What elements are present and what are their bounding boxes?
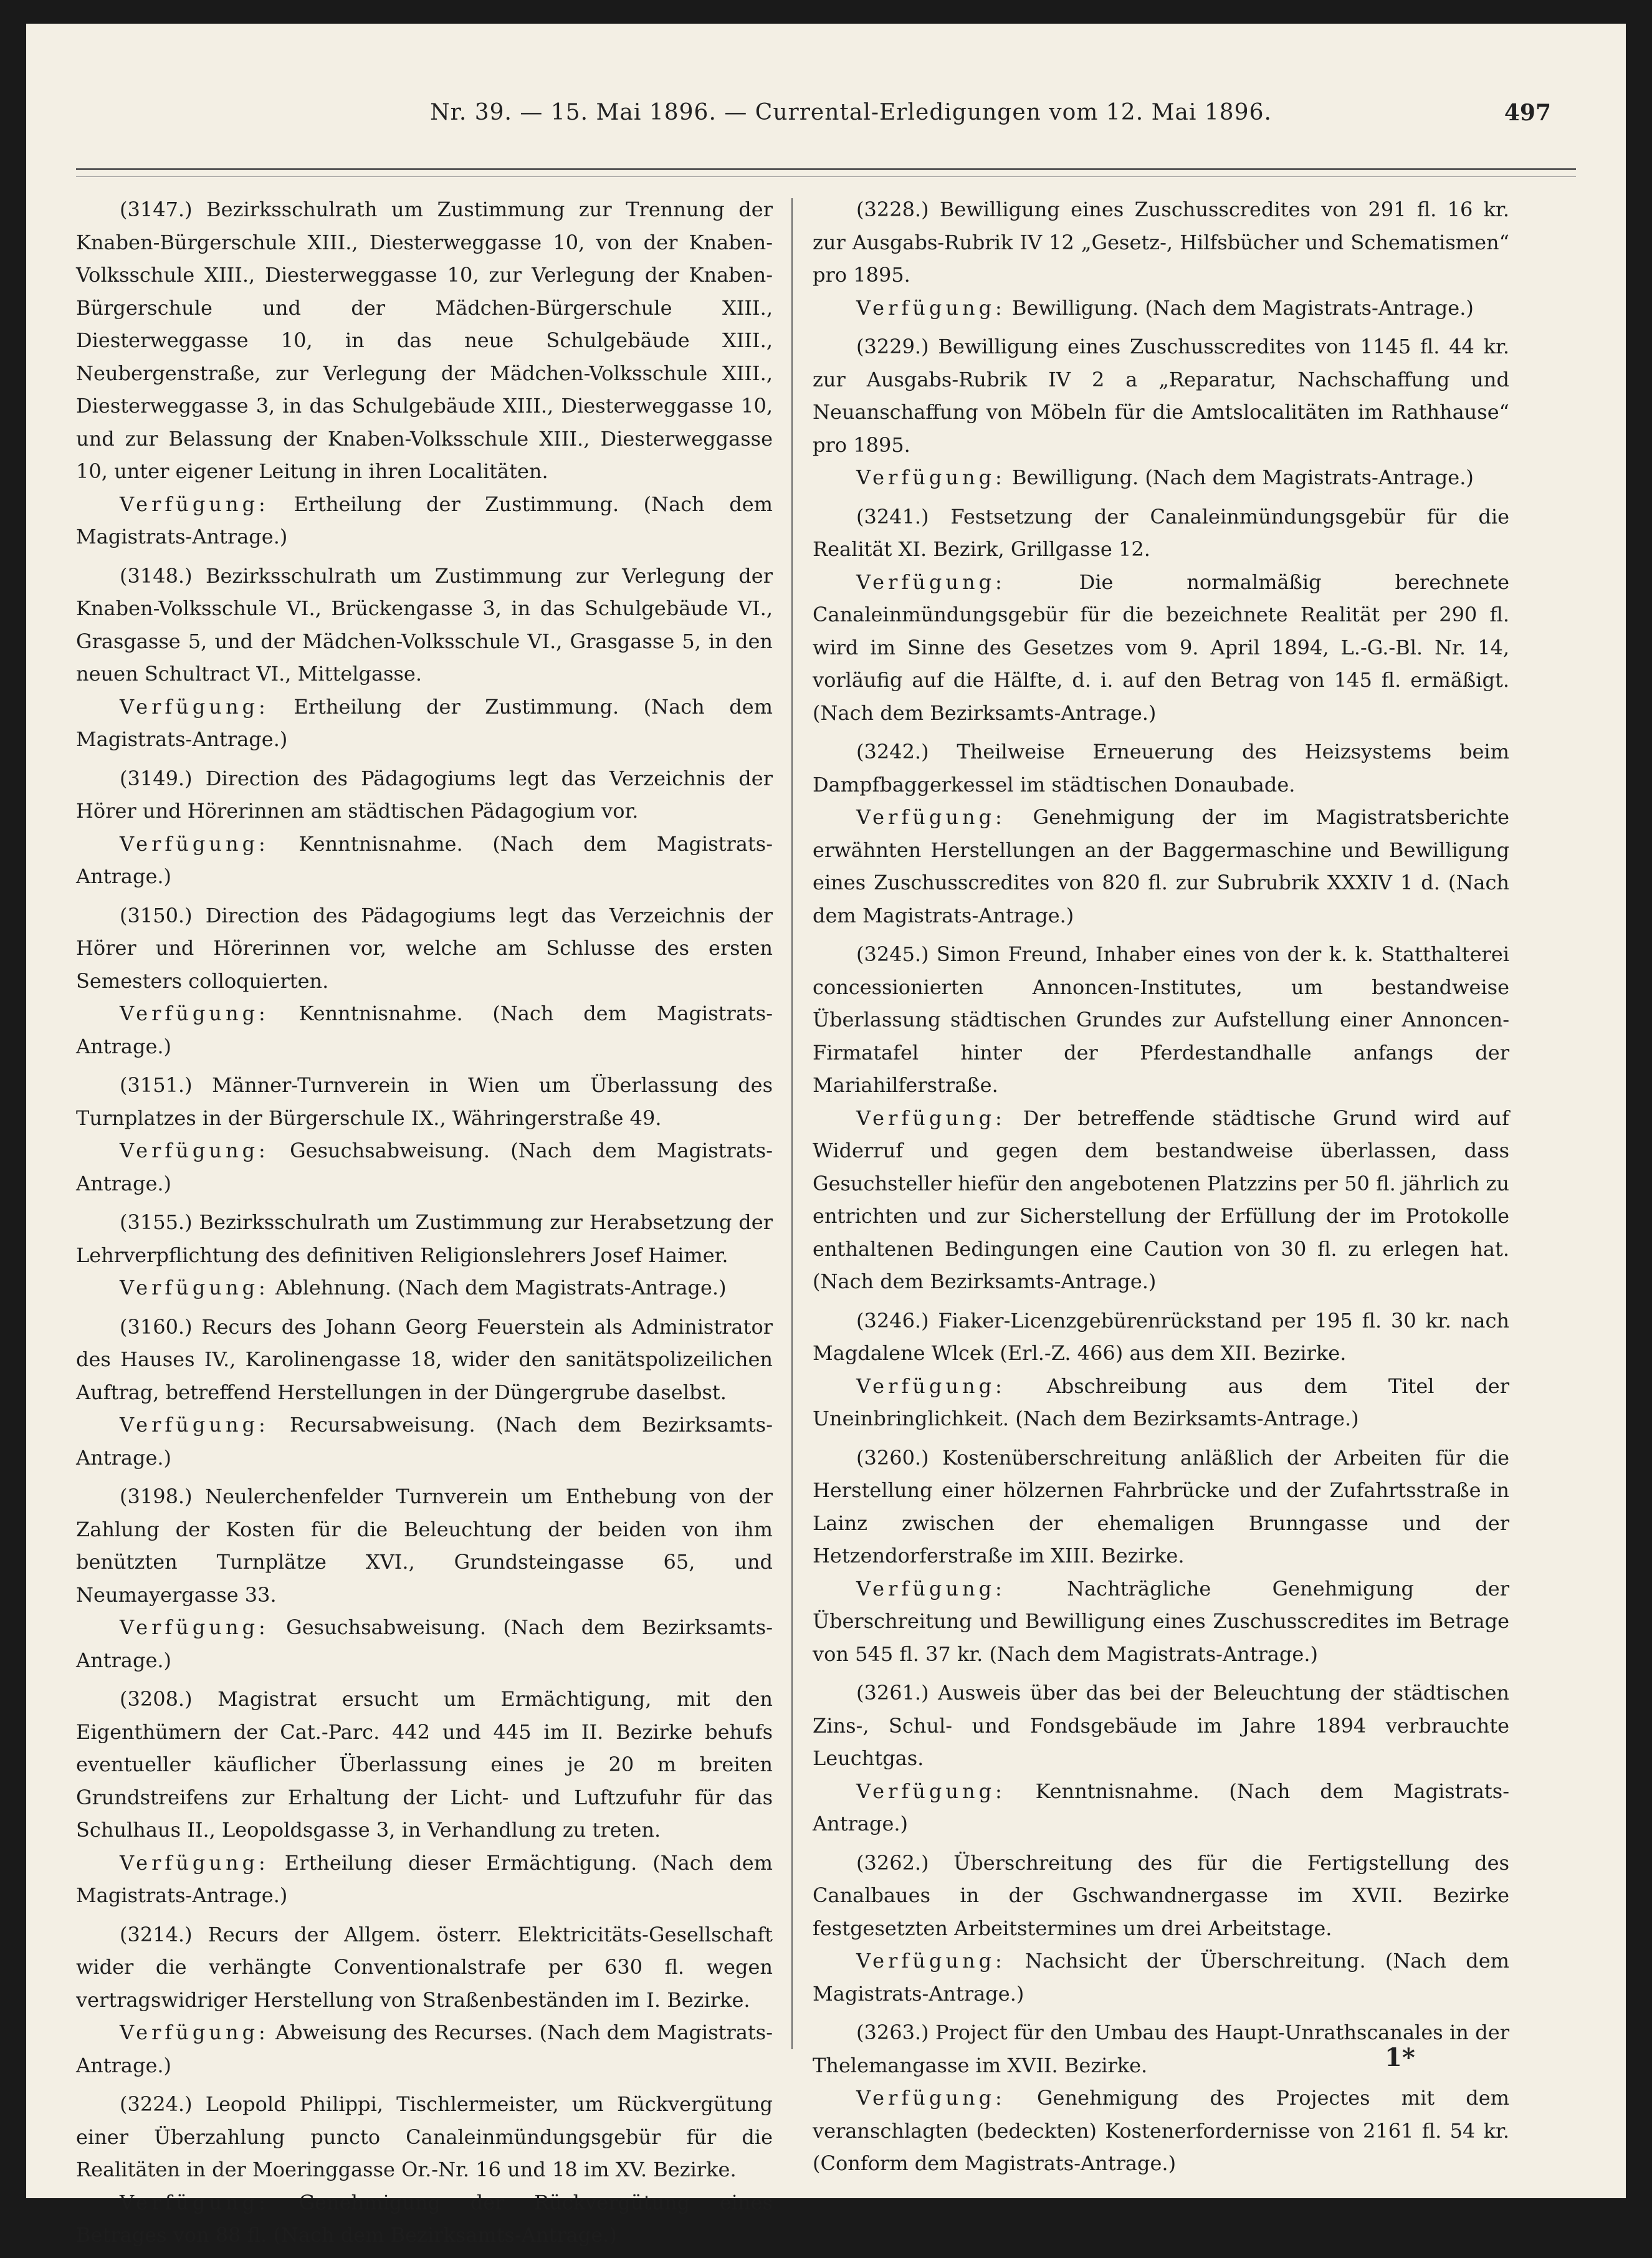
- entry-decision-line: [813, 1572, 1509, 1671]
- entry-decision-line: [813, 801, 1509, 932]
- entry-decision-line: [813, 292, 1509, 325]
- entry-decision: Die normalmäßig berechnete Canaleinmündungsgebür für die bezeichnete Realität per 290 fl. wird im Sinne des Gesetzes vom 9. April 1894, L.-G.-Bl. Nr. 14, vorläufig auf die Hälfte, d. i. auf den Betrag von 145 fl. ermäßigt. (Nach dem Bezirksamts-Antrage.): [813, 570, 1510, 725]
- document-page: [26, 24, 1626, 2247]
- decision-label: Verfügung:: [120, 694, 269, 719]
- entry: [813, 330, 1509, 494]
- entry: [813, 1677, 1509, 1840]
- decision-label: Verfügung:: [856, 1779, 1006, 1803]
- entry-decision-line: [813, 2082, 1509, 2180]
- entry-petition: (3224.) Leopold Philippi, Tischlermeister, um Rückvergütung einer Überzahlung puncto Canaleinmündungsgebür für die Realitäten in der Moeringgasse Or.-Nr. 16 und 18 im XV. Bezirke.: [76, 2092, 773, 2181]
- entry-petition: (3214.) Recurs der Allgem. österr. Elektricitäts-Gesellschaft wider die verhängte Conventionalstrafe per 630 fl. wegen vertragswidriger Herstellung von Straßenbeständen im I. Bezirke.: [76, 1922, 773, 2012]
- entry-decision: Recursabweisung. (Nach dem Bezirksamts-Antrage.): [76, 1413, 773, 1470]
- entry-decision-line: [813, 1370, 1509, 1435]
- page-number: 497: [1504, 100, 1551, 126]
- entry-petition: (3208.) Magistrat ersucht um Ermächtigung, mit den Eigenthümern der Cat.-Parc. 442 und 445 im II. Bezirke behufs eventueller käuflicher Überlassung eines je 20 m breiten Grundstreifens zur Erhaltung der Licht- und Luftzufuhr für das Schulhaus II., Leopoldsgasse 3, in Verhandlung zu treten.: [76, 1687, 773, 1842]
- entry: [813, 938, 1509, 1298]
- entry-petition: (3228.) Bewilligung eines Zuschusscredites von 291 fl. 16 kr. zur Ausgabs-Rubrik IV 12 „Gesetz-, Hilfsbücher und Schematismen“ pro 1895.: [813, 198, 1509, 287]
- entry-petition: (3151.) Männer-Turnverein in Wien um Überlassung des Turnplatzes in der Bürgerschule IX., Währingerstraße 49.: [76, 1073, 773, 1130]
- decision-label: Verfügung:: [120, 1850, 269, 1875]
- entry-decision: Kenntnisnahme. (Nach dem Magistrats-Antrage.): [76, 1002, 773, 1058]
- entry-petition: (3241.) Festsetzung der Canaleinmündungsgebür für die Realität XI. Bezirk, Grillgasse 12.: [813, 504, 1509, 561]
- decision-label: Verfügung:: [120, 2190, 269, 2214]
- entry-decision-line: [76, 2016, 773, 2082]
- entry: [76, 1683, 773, 1912]
- decision-label: Verfügung:: [856, 2086, 1006, 2110]
- entry: [76, 2088, 773, 2252]
- entry-decision: Ertheilung der Zustimmung. (Nach dem Magistrats-Antrage.): [76, 492, 773, 548]
- entry-decision: Genehmigung der im Magistratsberichte erwähnten Herstellungen an der Baggermaschine und Bewilligung eines Zuschusscredites von 820 fl. zur Subrubrik XXXIV 1 d. (Nach dem Magistrats-Antrage.): [813, 805, 1510, 927]
- entry: [76, 1206, 773, 1304]
- entry-decision-line: [76, 1847, 773, 1912]
- sheet-signature: 1*: [1385, 2043, 1415, 2072]
- entry-decision: Nachträgliche Genehmigung der Überschreitung und Bewilligung eines Zuschusscredites im Betrage von 545 fl. 37 kr. (Nach dem Magistrats-Antrage.): [813, 1576, 1510, 1666]
- entry: [76, 1069, 773, 1200]
- entry: [813, 1847, 1509, 2011]
- right-column: [813, 193, 1509, 2186]
- entry-decision: Ertheilung dieser Ermächtigung. (Nach dem Magistrats-Antrage.): [76, 1850, 773, 1907]
- entry-petition: (3246.) Fiaker-Licenzgebürenrückstand per 195 fl. 30 kr. nach Magdalene Wlcek (Erl.-Z. 466) aus dem XII. Bezirke.: [813, 1308, 1509, 1365]
- entry-decision-line: [76, 2186, 773, 2252]
- entry: [76, 1480, 773, 1677]
- decision-label: Verfügung:: [856, 805, 1006, 829]
- entry: [76, 762, 773, 893]
- decision-label: Verfügung:: [120, 831, 269, 856]
- entry: [813, 2016, 1509, 2180]
- entry-decision: Der betreffende städtische Grund wird auf Widerruf und gegen dem bestandweise überlassen, dass Gesuchsteller hiefür den angebotenen Platzzins per 50 fl. jährlich zu entrichten und zur Sicherstellung der Erfüllung der im Protokolle enthaltenen Bedingungen eine Caution von 30 fl. zu erlegen hat. (Nach dem Bezirksamts-Antrage.): [813, 1106, 1510, 1293]
- decision-label: Verfügung:: [856, 1374, 1006, 1398]
- entry-petition: (3149.) Direction des Pädagogiums legt das Verzeichnis der Hörer und Hörerinnen am städtischen Pädagogium vor.: [76, 766, 773, 823]
- entry-decision: Kenntnisnahme. (Nach dem Magistrats-Antrage.): [813, 1779, 1510, 1835]
- entry-petition: (3150.) Direction des Pädagogiums legt das Verzeichnis der Hörer und Hörerinnen vor, welche am Schlusse des ersten Semesters colloquierten.: [76, 903, 773, 993]
- entry-decision-line: [76, 488, 773, 553]
- entry-petition: (3261.) Ausweis über das bei der Beleuchtung der städtischen Zins-, Schul- und Fondsgebäude im Jahre 1894 verbrauchte Leuchtgas.: [813, 1681, 1509, 1770]
- entry-decision: Gesuchsabweisung. (Nach dem Bezirksamts-Antrage.): [76, 1615, 773, 1672]
- running-header: Nr. 39. — 15. Mai 1896. — Currental-Erledigungen vom 12. Mai 1896.: [430, 100, 1272, 125]
- entry-decision: Bewilligung. (Nach dem Magistrats-Antrage.): [1012, 295, 1474, 320]
- entry-petition: (3263.) Project für den Umbau des Haupt-Unrathscanales in der Thelemangasse im XVII. Bezirke.: [813, 2021, 1509, 2077]
- decision-label: Verfügung:: [120, 1139, 269, 1162]
- entry-petition: (3242.) Theilweise Erneuerung des Heizsystems beim Dampfbaggerkessel im städtischen Donaubade.: [813, 740, 1509, 797]
- entry-decision-line: [76, 1409, 773, 1474]
- entry-petition: (3245.) Simon Freund, Inhaber eines von der k. k. Statthalterei concessionierten Annoncen-Institutes, um bestandweise Überlassung städtischen Grundes zur Aufstellung einer Annoncen-Firmatafel hinter der Pferdestandhalle anfangs der Mariahilferstraße.: [813, 942, 1509, 1097]
- decision-label: Verfügung:: [856, 1949, 1006, 1973]
- header-rule: [76, 168, 1576, 177]
- entry-decision-line: [813, 566, 1509, 730]
- entry: [813, 1304, 1509, 1435]
- decision-label: Verfügung:: [856, 466, 1006, 489]
- entry: [76, 899, 773, 1063]
- decision-label: Verfügung:: [856, 570, 1006, 594]
- entry-petition: (3147.) Bezirksschulrath um Zustimmung zur Trennung der Knaben-Bürgerschule XIII., Diesterweggasse 10, von der Knaben-Volksschule XIII., Diesterweggasse 10, zur Verlegung der Knaben-Bürgerschule und der Mädchen-Bürgerschule XIII., Diesterweggasse 10, in das neue Schulgebäude XIII., Neubergenstraße, zur Verlegung der Mädchen-Volksschule XIII., Diesterweggasse 3, in das Schulgebäude XIII., Diesterweggasse 10, und zur Belassung der Knaben-Volksschule XIII., Diesterweggasse 10, unter eigener Leitung in ihren Localitäten.: [76, 198, 773, 483]
- entry: [76, 1918, 773, 2082]
- entry: [76, 1311, 773, 1475]
- entry-decision: Genehmigung der Rückvergütung eines Betrages von 88 fl. (Nach dem Bezirksamts-Antrage.): [76, 2190, 773, 2247]
- entry-decision-line: [76, 691, 773, 756]
- entry-petition: (3229.) Bewilligung eines Zuschusscredites von 1145 fl. 44 kr. zur Ausgabs-Rubrik IV 2 a „Reparatur, Nachschaffung und Neuanschaffung von Möbeln für die Amtslocalitäten im Rathhause“ pro 1895.: [813, 335, 1509, 457]
- entry-petition: (3262.) Überschreitung des für die Fertigstellung des Canalbaues in der Gschwandnergasse im XVII. Bezirke festgesetzten Arbeitstermines um drei Arbeitstage.: [813, 1850, 1509, 1940]
- decision-label: Verfügung:: [120, 1002, 269, 1025]
- entry-decision-line: [813, 1945, 1509, 2010]
- entry-petition: (3260.) Kostenüberschreitung anläßlich der Arbeiten für die Herstellung einer hölzernen Fahrbrücke und der Zufahrtsstraße in Lainz zwischen der ehemaligen Brunngasse und der Hetzendorferstraße im XIII. Bezirke.: [813, 1445, 1509, 1567]
- entry: [813, 1442, 1509, 1671]
- entry-petition: (3148.) Bezirksschulrath um Zustimmung zur Verlegung der Knaben-Volksschule VI., Brückengasse 3, in das Schulgebäude VI., Grasgasse 5, und der Mädchen-Volksschule VI., Grasgasse 5, in den neuen Schultract VI., Mittelgasse.: [76, 563, 773, 686]
- entry-decision: Gesuchsabweisung. (Nach dem Magistrats-Antrage.): [76, 1139, 773, 1195]
- decision-label: Verfügung:: [120, 1615, 269, 1639]
- entry: [813, 735, 1509, 932]
- decision-label: Verfügung:: [120, 2021, 269, 2044]
- decision-label: Verfügung:: [120, 492, 269, 516]
- entry-decision-line: [813, 1102, 1509, 1298]
- entry-decision-line: [76, 1611, 773, 1677]
- entry: [813, 193, 1509, 324]
- entry-decision: Ertheilung der Zustimmung. (Nach dem Magistrats-Antrage.): [76, 694, 773, 751]
- entry-decision-line: [813, 461, 1509, 494]
- entry-petition: (3160.) Recurs des Johann Georg Feuerstein als Administrator des Hauses IV., Karolinengasse 18, wider den sanitätspolizeilichen Auftrag, betreffend Herstellungen in der Düngergrube daselbst.: [76, 1314, 773, 1404]
- decision-label: Verfügung:: [856, 1106, 1006, 1130]
- entry-decision-line: [76, 828, 773, 893]
- entry-petition: (3198.) Neulerchenfelder Turnverein um Enthebung von der Zahlung der Kosten für die Beleuchtung der beiden von ihm benützten Turnplätze XVI., Grundsteingasse 65, und Neumayergasse 33.: [76, 1485, 773, 1607]
- left-column: [76, 193, 773, 2258]
- entry-decision: Nachsicht der Überschreitung. (Nach dem Magistrats-Antrage.): [813, 1949, 1509, 2006]
- entry: [813, 500, 1509, 730]
- decision-label: Verfügung:: [120, 1276, 269, 1299]
- decision-label: Verfügung:: [856, 1576, 1006, 1600]
- entry-decision: Kenntnisnahme. (Nach dem Magistrats-Antrage.): [76, 831, 773, 888]
- column-divider: [791, 198, 793, 2049]
- entry-petition: (3155.) Bezirksschulrath um Zustimmung zur Herabsetzung der Lehrverpflichtung des definitiven Religionslehrers Josef Haimer.: [76, 1210, 773, 1267]
- entry-decision: Bewilligung. (Nach dem Magistrats-Antrage.): [1012, 466, 1474, 489]
- entry-decision-line: [76, 1271, 773, 1304]
- decision-label: Verfügung:: [856, 295, 1006, 320]
- entry: [76, 560, 773, 756]
- entry-decision-line: [76, 1134, 773, 1200]
- entry-decision: Genehmigung des Projectes mit dem veranschlagten (bedeckten) Kostenerfordernisse von 2161 fl. 54 kr. (Conform dem Magistrats-Antrage.): [813, 2086, 1510, 2175]
- entry-decision: Abweisung des Recurses. (Nach dem Magistrats-Antrage.): [76, 2021, 773, 2077]
- entry-decision: Abschreibung aus dem Titel der Uneinbringlichkeit. (Nach dem Bezirksamts-Antrage.): [813, 1374, 1510, 1430]
- entry-decision-line: [813, 1775, 1509, 1840]
- page-header: [151, 100, 1551, 150]
- entry-decision-line: [76, 997, 773, 1063]
- decision-label: Verfügung:: [120, 1413, 269, 1437]
- entry-decision: Ablehnung. (Nach dem Magistrats-Antrage.): [275, 1276, 727, 1299]
- entry: [76, 193, 773, 553]
